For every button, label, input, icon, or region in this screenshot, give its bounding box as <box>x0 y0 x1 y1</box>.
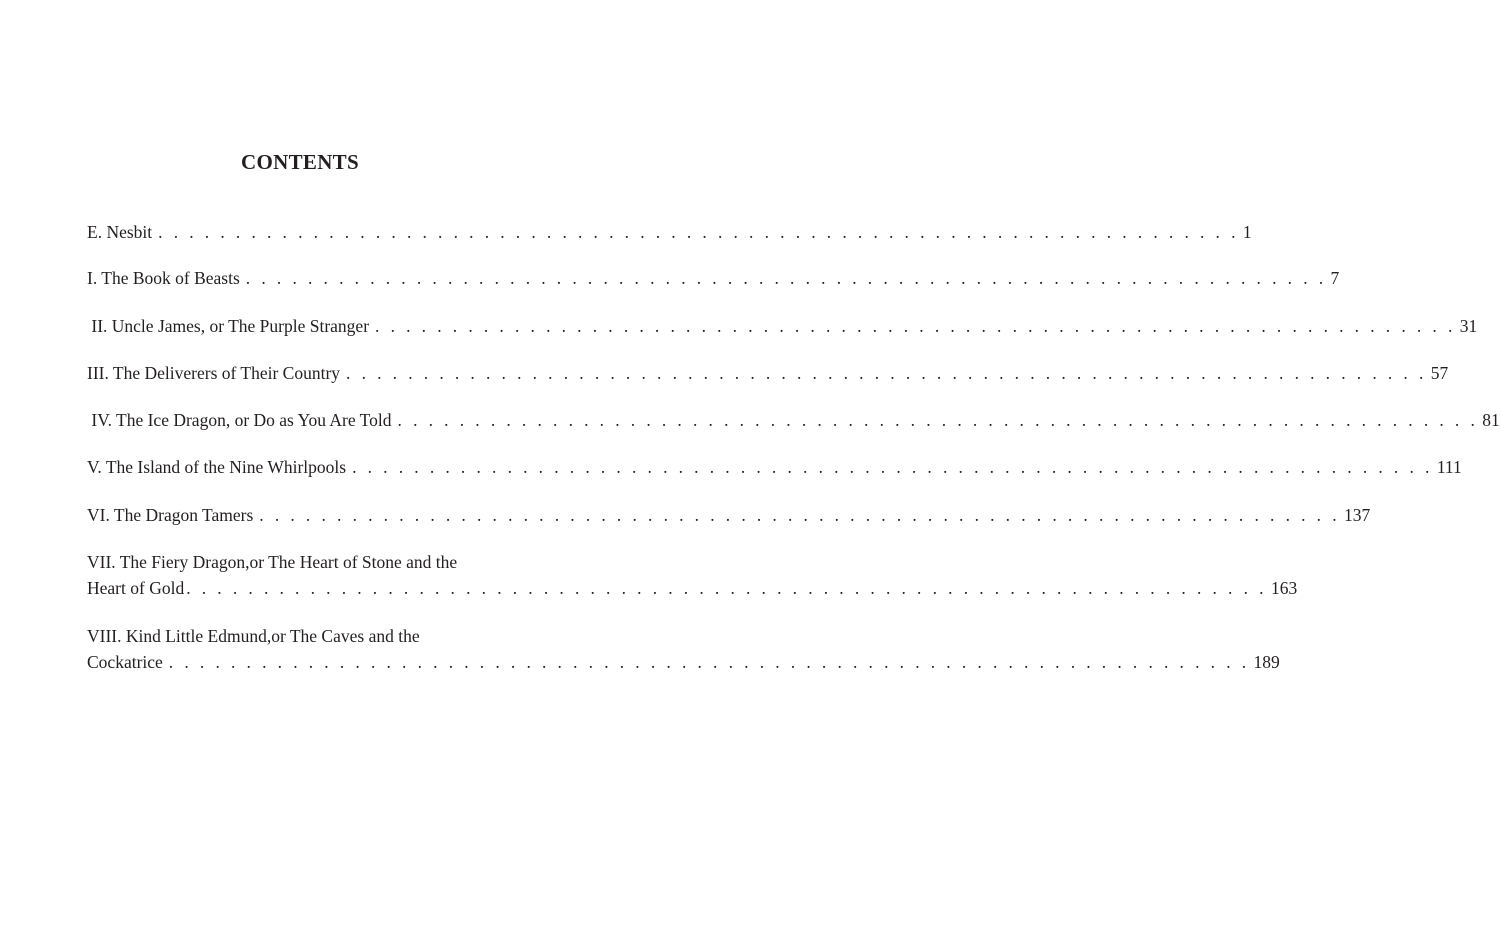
toc-entry-title: E. Nesbit <box>87 222 153 242</box>
toc-entry-page: 163 <box>1270 578 1298 598</box>
toc-entry-page: 57 <box>1430 363 1449 383</box>
toc-entry-title-line1: VIII. Kind Little Edmund,or The Caves and the <box>87 626 420 646</box>
toc-entry-page: 7 <box>1330 268 1340 288</box>
dot-leader: . . . . . . . . . . . . . . . . . . . . . . . . . . . . . . . . . . . . . . . . . . . . . . . . . . . . . . . . . . . . . . . . . . . . . . <box>259 505 1341 525</box>
dot-leader: . . . . . . . . . . . . . . . . . . . . . . . . . . . . . . . . . . . . . . . . . . . . . . . . . . . . . . . . . . . . . . . . . . . . . . <box>158 222 1239 242</box>
toc-entry-page: 81 <box>1482 410 1500 430</box>
toc-entry-title: VI. The Dragon Tamers <box>87 505 254 525</box>
toc-entry-title: I. The Book of Beasts <box>87 268 240 288</box>
toc-entry <box>87 314 1478 338</box>
toc-entry-title: IV. The Ice Dragon, or Do as You Are Told <box>87 410 392 430</box>
page-title: CONTENTS <box>241 150 359 174</box>
toc-entry <box>87 455 1462 479</box>
toc-entry-page: 111 <box>1436 457 1462 477</box>
dot-leader: . . . . . . . . . . . . . . . . . . . . . . . . . . . . . . . . . . . . . . . . . . . . . . . . . . . . . . . . . . . . . . . . . . . . . . <box>186 578 1267 598</box>
toc-entry-page: 31 <box>1459 316 1478 336</box>
dot-leader: . . . . . . . . . . . . . . . . . . . . . . . . . . . . . . . . . . . . . . . . . . . . . . . . . . . . . . . . . . . . . . . . . . . . . . <box>245 268 1327 288</box>
toc-entry-page: 1 <box>1242 222 1252 242</box>
dot-leader: . . . . . . . . . . . . . . . . . . . . . . . . . . . . . . . . . . . . . . . . . . . . . . . . . . . . . . . . . . . . . . . . . . . . . . <box>352 457 1433 477</box>
toc-entry-title-line2: Cockatrice <box>87 652 163 672</box>
dot-leader: . . . . . . . . . . . . . . . . . . . . . . . . . . . . . . . . . . . . . . . . . . . . . . . . . . . . . . . . . . . . . . . . . . . . . . <box>168 652 1250 672</box>
toc-entry-title-line1: VII. The Fiery Dragon,or The Heart of Stone and the <box>87 552 458 572</box>
toc-entry <box>87 408 1500 432</box>
toc-entry-title-line2: Heart of Gold <box>87 578 185 598</box>
dot-leader: . . . . . . . . . . . . . . . . . . . . . . . . . . . . . . . . . . . . . . . . . . . . . . . . . . . . . . . . . . . . . . . . . . . . . . <box>375 316 1456 336</box>
toc-entry <box>87 503 1371 527</box>
toc-entry <box>87 624 1280 674</box>
dot-leader: . . . . . . . . . . . . . . . . . . . . . . . . . . . . . . . . . . . . . . . . . . . . . . . . . . . . . . . . . . . . . . . . . . . . . . <box>346 363 1427 383</box>
toc-entry-title: III. The Deliverers of Their Country <box>87 363 341 383</box>
dot-leader: . . . . . . . . . . . . . . . . . . . . . . . . . . . . . . . . . . . . . . . . . . . . . . . . . . . . . . . . . . . . . . . . . . . . . . <box>397 410 1479 430</box>
toc-entry-page: 137 <box>1344 505 1371 525</box>
toc-entry-title: II. Uncle James, or The Purple Stranger <box>87 316 370 336</box>
toc-entry-page: 189 <box>1253 652 1280 672</box>
toc-entry <box>87 361 1449 385</box>
toc-entry-title: V. The Island of the Nine Whirlpools <box>87 457 347 477</box>
toc-entry <box>87 266 1340 290</box>
toc-entry <box>87 220 1252 244</box>
toc-entry <box>87 550 1298 600</box>
